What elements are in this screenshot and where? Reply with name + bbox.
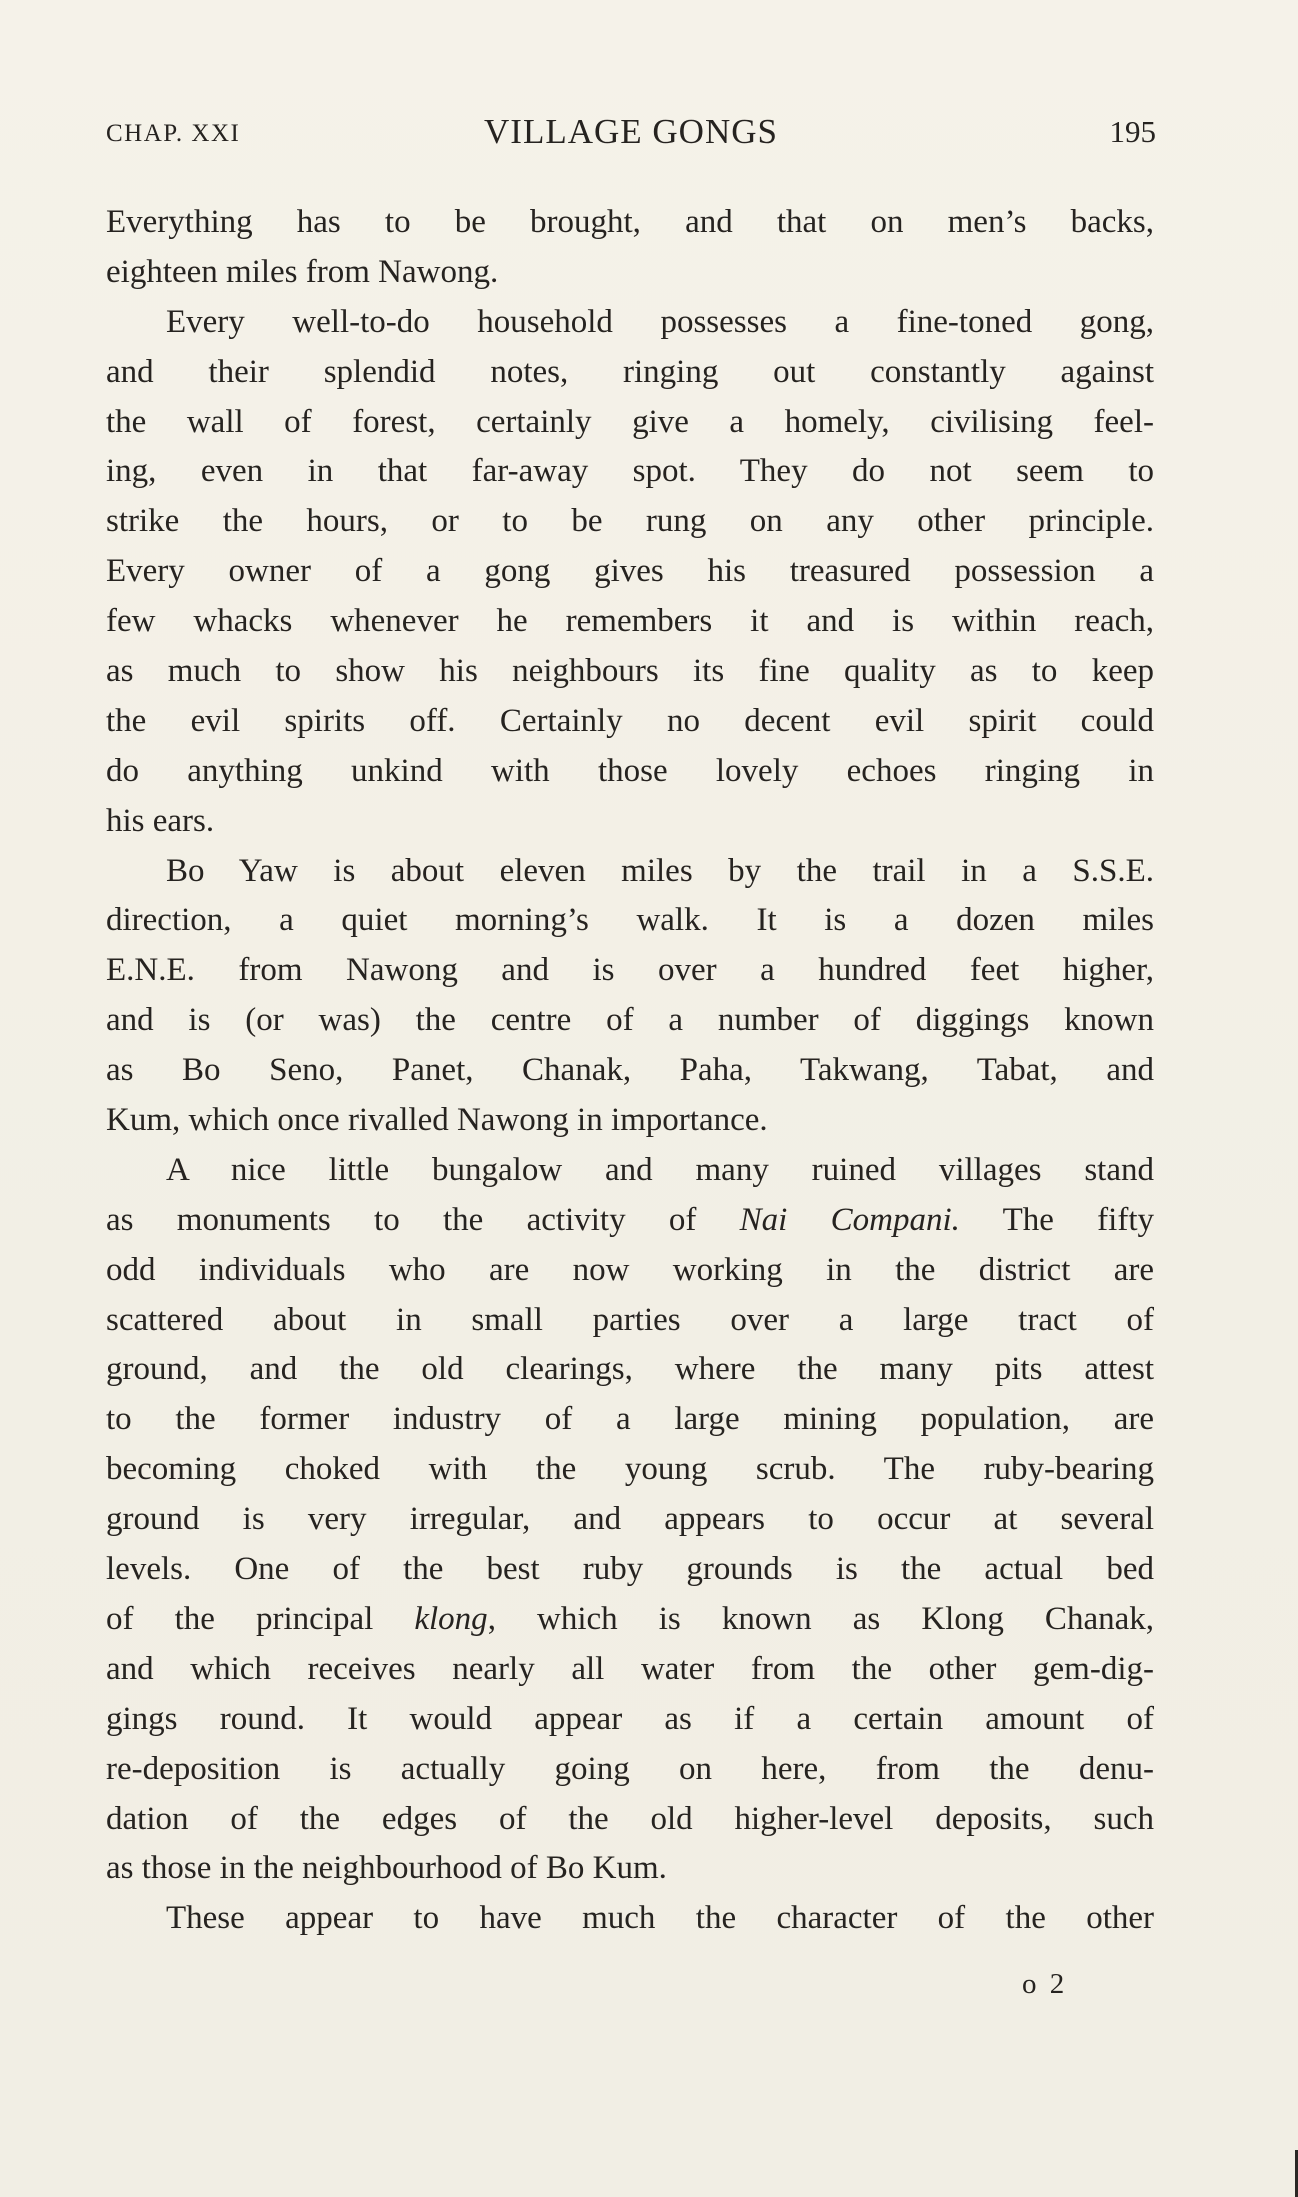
text-line: to the former industry of a large mining population, are	[106, 1401, 1154, 1438]
text-line: direction, a quiet morning’s walk. It is a dozen miles	[106, 902, 1154, 939]
text-line: A nice little bungalow and many ruined villages stand	[166, 1151, 1154, 1188]
text-line-with-italic	[106, 1196, 1154, 1246]
text-line: and their splendid notes, ringing out constantly against	[106, 353, 1154, 390]
running-title: VILLAGE GONGS	[484, 112, 778, 151]
text-line: the evil spirits off. Certainly no decent evil spirit could	[106, 702, 1154, 739]
text-line: re-deposition is actually going on here, from the denu-	[106, 1750, 1154, 1787]
text-segment: , which is known as Klong Chanak,	[487, 1600, 1154, 1637]
text-line: Every owner of a gong gives his treasured possession a	[106, 553, 1154, 590]
signature-mark: o 2	[1022, 1968, 1068, 2000]
running-head	[106, 112, 1156, 158]
text-line: Everything has to be brought, and that on men’s backs,	[106, 204, 1154, 240]
text-line: ground is very irregular, and appears to occur at several	[106, 1501, 1154, 1538]
text-line: scattered about in small parties over a large tract of	[106, 1301, 1154, 1338]
text-line: Every well-to-do household possesses a fine-toned gong,	[166, 303, 1154, 340]
text-line: ing, even in that far-away spot. They do not seem to	[106, 453, 1154, 490]
text-line: few whacks whenever he remembers it and is within reach,	[106, 603, 1154, 640]
text-line: and which receives nearly all water from the other gem-dig-	[106, 1650, 1154, 1687]
text-line: strike the hours, or to be rung on any other principle.	[106, 503, 1154, 540]
text-line: as much to show his neighbours its fine quality as to keep	[106, 653, 1154, 690]
text-line: his ears.	[106, 802, 215, 839]
text-line: odd individuals who are now working in the district are	[106, 1251, 1154, 1288]
text-line: levels. One of the best ruby grounds is the actual bed	[106, 1551, 1154, 1588]
text-segment: of the principal	[106, 1600, 415, 1637]
italic-term-klong: klong	[414, 1600, 488, 1637]
text-line: as Bo Seno, Panet, Chanak, Paha, Takwang, Tabat, and	[106, 1052, 1154, 1089]
italic-term-nai-compani: Nai Compani.	[739, 1201, 960, 1238]
text-line: E.N.E. from Nawong and is over a hundred feet higher,	[106, 952, 1154, 989]
text-line: the wall of forest, certainly give a homely, civilising feel-	[106, 403, 1154, 440]
chapter-label: CHAP. XXI	[106, 120, 241, 147]
text-line: dation of the edges of the old higher-level deposits, such	[106, 1800, 1154, 1837]
text-line: These appear to have much the character of the other	[166, 1900, 1154, 1937]
text-line-with-italic	[106, 1595, 1154, 1645]
text-segment: as monuments to the activity of	[106, 1201, 740, 1238]
text-line: as those in the neighbourhood of Bo Kum.	[106, 1850, 667, 1887]
text-line: Bo Yaw is about eleven miles by the trail in a S.S.E.	[166, 852, 1154, 889]
text-line: and is (or was) the centre of a number of diggings known	[106, 1002, 1154, 1039]
text-line: ground, and the old clearings, where the many pits attest	[106, 1351, 1154, 1388]
text-line: eighteen miles from Nawong.	[106, 253, 499, 290]
page-number: 195	[1109, 114, 1156, 149]
text-line: becoming choked with the young scrub. The ruby-bearing	[106, 1451, 1154, 1488]
body-text	[106, 198, 1154, 1944]
text-line: do anything unkind with those lovely echoes ringing in	[106, 752, 1154, 789]
text-line: Kum, which once rivalled Nawong in importance.	[106, 1102, 768, 1139]
text-segment: The fifty	[959, 1201, 1154, 1238]
text-line: gings round. It would appear as if a certain amount of	[106, 1700, 1154, 1737]
